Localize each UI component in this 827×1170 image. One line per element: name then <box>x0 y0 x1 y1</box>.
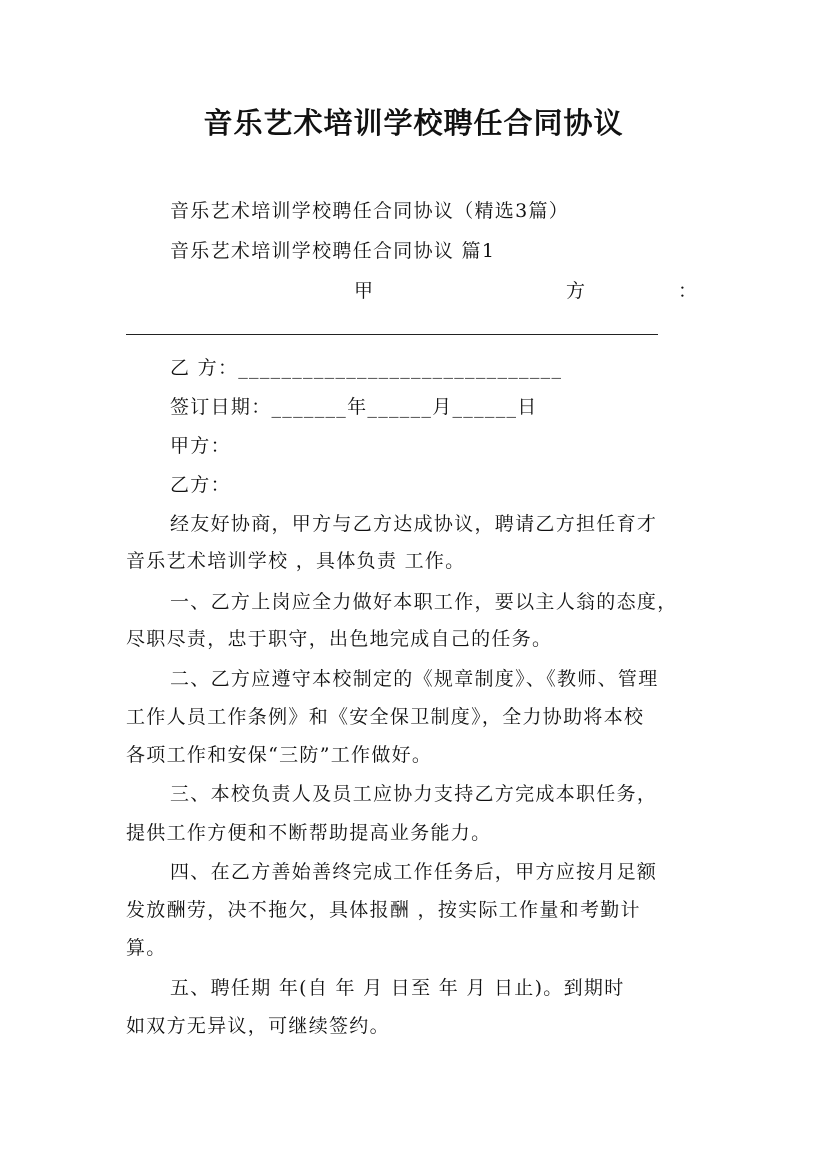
sign-date-line: 签订日期：_______年______月______日 <box>170 396 538 418</box>
party-b-label: 乙方： <box>170 474 231 496</box>
paragraph-line: 算。 <box>126 937 167 959</box>
party-a-blank-line <box>126 334 658 335</box>
paragraph-line: 经友好协商，甲方与乙方达成协议，聘请乙方担任育才 <box>170 513 658 535</box>
party-a-spread-char-2: 方 <box>566 280 586 302</box>
party-a-spread-char-3: ： <box>678 280 698 302</box>
paragraph-line: 发放酬劳，决不拖欠，具体报酬 ，按实际工作量和考勤计 <box>126 899 641 921</box>
paragraph-line: 音乐艺术培训学校 ，具体负责 工作。 <box>126 550 466 572</box>
party-b-line: 乙 方：______________________________ <box>170 357 563 379</box>
paragraph-line: 二、乙方应遵守本校制定的《规章制度》、《教师、管理 <box>170 668 659 690</box>
paragraph-line: 工作人员工作条例》和《安全保卫制度》，全力协助将本校 <box>126 706 645 728</box>
paragraph-line: 提供工作方便和不断帮助提高业务能力。 <box>126 822 492 844</box>
party-a-spread-char-1: 甲 <box>354 280 374 302</box>
document-subtitle: 音乐艺术培训学校聘任合同协议（精选3篇） <box>170 200 570 222</box>
paragraph-line: 四、在乙方善始善终完成工作任务后，甲方应按月足额 <box>170 861 658 883</box>
paragraph-line: 一、乙方上岗应全力做好本职工作，要以主人翁的态度， <box>170 591 678 613</box>
party-a-label: 甲方： <box>170 435 231 457</box>
document-title: 音乐艺术培训学校聘任合同协议 <box>203 106 624 140</box>
paragraph-line: 如双方无异议，可继续签约。 <box>126 1015 390 1037</box>
paragraph-line: 五、聘任期 年(自 年 月 日至 年 月 日止)。到期时 <box>170 977 625 999</box>
section-heading: 音乐艺术培训学校聘任合同协议 篇1 <box>170 240 496 262</box>
paragraph-line: 三、本校负责人及员工应协力支持乙方完成本职任务， <box>170 783 658 805</box>
paragraph-line: 各项工作和安保“三防”工作做好。 <box>126 744 433 766</box>
paragraph-line: 尽职尽责，忠于职守，出色地完成自己的任务。 <box>126 628 553 650</box>
